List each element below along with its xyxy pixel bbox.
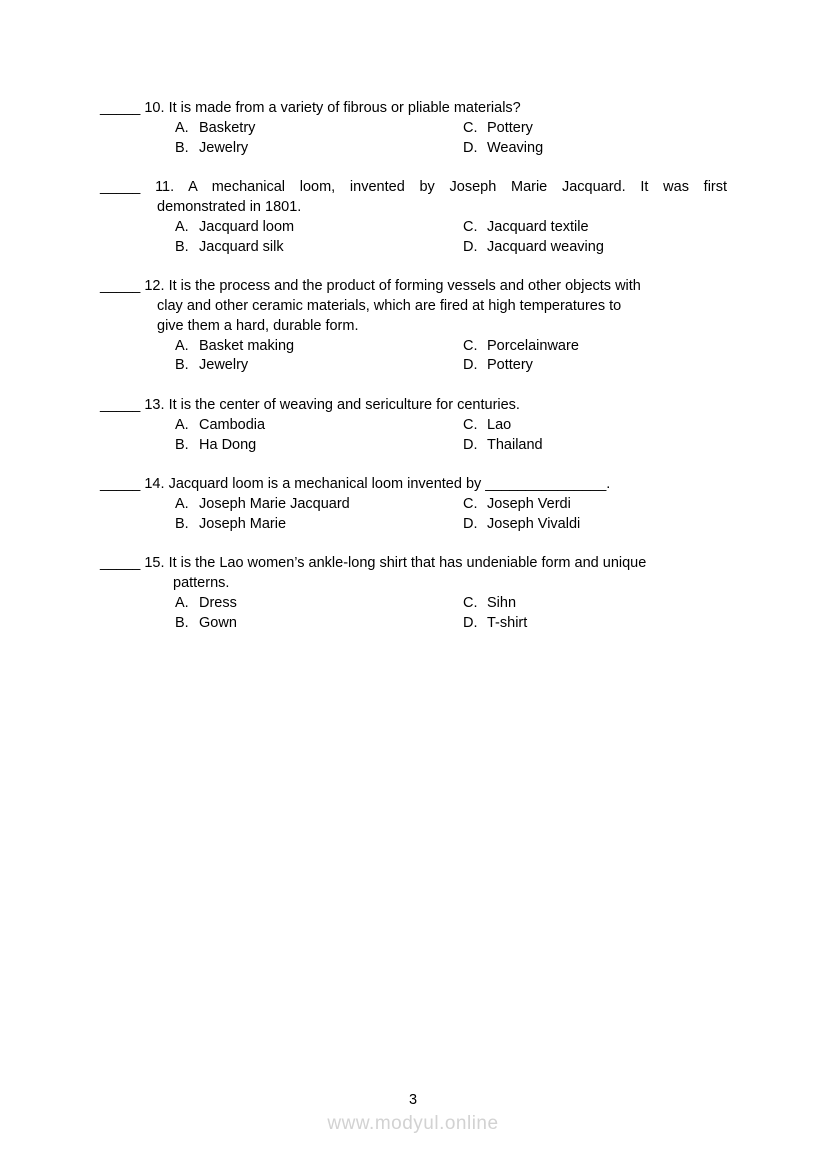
option-d	[463, 238, 727, 258]
option-letter: C.	[463, 495, 478, 512]
question-13-line-1	[100, 396, 727, 416]
question-14-line-1	[100, 475, 727, 495]
option-letter: C.	[463, 416, 478, 433]
option-letter: B.	[175, 436, 189, 453]
question-text: It is the center of weaving and sericulture for centuries.	[168, 396, 520, 413]
question-12-line-1	[100, 277, 727, 297]
question-number: 10.	[144, 100, 165, 116]
question-number: 11.	[155, 179, 175, 196]
option-text: Pottery	[487, 357, 533, 374]
option-d	[463, 436, 727, 456]
option-text: Lao	[487, 416, 512, 433]
option-text: Basket making	[199, 337, 295, 354]
option-letter: B.	[175, 357, 189, 374]
option-text: Joseph Marie Jacquard	[199, 495, 350, 512]
option-text: Gown	[199, 614, 237, 631]
option-b	[175, 139, 463, 159]
option-b	[175, 515, 463, 535]
question-14	[100, 475, 727, 534]
option-text: Jewelry	[199, 357, 249, 374]
option-text: Ha Dong	[199, 436, 257, 453]
option-letter: A.	[175, 416, 189, 433]
answer-blank: _____	[100, 179, 141, 196]
option-letter: A.	[175, 218, 189, 235]
option-c	[463, 119, 727, 139]
question-11	[100, 178, 727, 257]
question-13-options	[175, 416, 727, 456]
option-d	[463, 139, 727, 159]
option-letter: D.	[463, 436, 478, 453]
option-a	[175, 218, 463, 238]
question-text: Jacquard loom is a mechanical loom invented by _______________.	[168, 476, 611, 493]
option-text: Jacquard loom	[199, 218, 295, 235]
option-c	[463, 495, 727, 515]
page-number: 3	[408, 1092, 418, 1108]
answer-blank: _____	[100, 555, 141, 572]
option-text: Jewelry	[199, 139, 249, 156]
question-10	[100, 99, 727, 158]
question-12-options	[175, 337, 727, 377]
option-text: Weaving	[487, 139, 544, 156]
option-text: T-shirt	[487, 614, 528, 631]
question-11-options	[175, 218, 727, 258]
question-12-line-2: clay and other ceramic materials, which are fired at high temperatures to	[157, 297, 622, 314]
question-number: 14.	[144, 476, 165, 493]
question-number: 15.	[144, 555, 165, 572]
option-letter: C.	[463, 337, 478, 354]
question-text: It is the Lao women’s ankle-long shirt that has undeniable form and unique	[168, 555, 647, 572]
option-a	[175, 495, 463, 515]
option-text: Pottery	[487, 119, 533, 136]
option-letter: B.	[175, 515, 189, 532]
question-15	[100, 554, 727, 633]
question-text: It is made from a variety of fibrous or pliable materials?	[168, 100, 521, 116]
question-number: 13.	[144, 396, 165, 413]
question-number: 12.	[144, 278, 165, 295]
question-text: A mechanical loom, invented by Joseph Marie Jacquard. It was first	[188, 179, 728, 196]
option-c	[463, 337, 727, 357]
test-page-content	[100, 99, 727, 653]
option-letter: A.	[175, 495, 189, 512]
question-text: It is the process and the product of forming vessels and other objects with	[168, 278, 641, 295]
option-text: Cambodia	[199, 416, 266, 433]
question-10-options	[175, 119, 727, 159]
option-letter: D.	[463, 238, 478, 255]
option-letter: A.	[175, 337, 189, 354]
option-c	[463, 594, 727, 614]
option-text: Joseph Vivaldi	[487, 515, 581, 532]
option-letter: B.	[175, 614, 189, 631]
option-b	[175, 238, 463, 258]
option-d	[463, 515, 727, 535]
option-b	[175, 614, 463, 634]
option-letter: D.	[463, 614, 478, 631]
option-letter: B.	[175, 238, 189, 255]
answer-blank: _____	[100, 396, 141, 413]
option-letter: C.	[463, 119, 478, 136]
option-text: Basketry	[199, 119, 256, 136]
option-letter: C.	[463, 218, 478, 235]
option-text: Dress	[199, 594, 237, 611]
option-text: Porcelainware	[487, 337, 579, 354]
option-d	[463, 356, 727, 376]
option-text: Thailand	[487, 436, 543, 453]
question-12-line-3: give them a hard, durable form.	[157, 317, 359, 334]
option-letter: D.	[463, 139, 478, 156]
question-12	[100, 277, 727, 376]
option-b	[175, 436, 463, 456]
answer-blank: _____	[100, 476, 141, 493]
option-text: Joseph Verdi	[487, 495, 571, 512]
option-a	[175, 119, 463, 139]
option-d	[463, 614, 727, 634]
option-letter: B.	[175, 139, 189, 156]
option-a	[175, 594, 463, 614]
option-a	[175, 416, 463, 436]
option-c	[463, 416, 727, 436]
question-15-line-1	[100, 554, 727, 574]
answer-blank: _____	[100, 278, 141, 295]
option-text: Joseph Marie	[199, 515, 287, 532]
option-c	[463, 218, 727, 238]
question-10-line-1	[100, 99, 727, 119]
question-13	[100, 396, 727, 455]
option-letter: A.	[175, 119, 189, 136]
question-11-line-2: demonstrated in 1801.	[157, 198, 302, 215]
option-text: Jacquard weaving	[487, 238, 604, 255]
answer-blank: _____	[100, 100, 141, 116]
question-11-line-1	[100, 178, 727, 198]
option-letter: D.	[463, 515, 478, 532]
option-letter: A.	[175, 594, 189, 611]
question-15-options	[175, 594, 727, 634]
option-text: Jacquard silk	[199, 238, 284, 255]
option-letter: D.	[463, 357, 478, 374]
question-15-line-2: patterns.	[173, 575, 230, 592]
option-a	[175, 337, 463, 357]
option-letter: C.	[463, 594, 478, 611]
question-14-options	[175, 495, 727, 535]
option-text: Jacquard textile	[487, 218, 589, 235]
option-text: Sihn	[487, 594, 517, 611]
site-watermark: www.modyul.online	[327, 1113, 499, 1134]
option-b	[175, 356, 463, 376]
